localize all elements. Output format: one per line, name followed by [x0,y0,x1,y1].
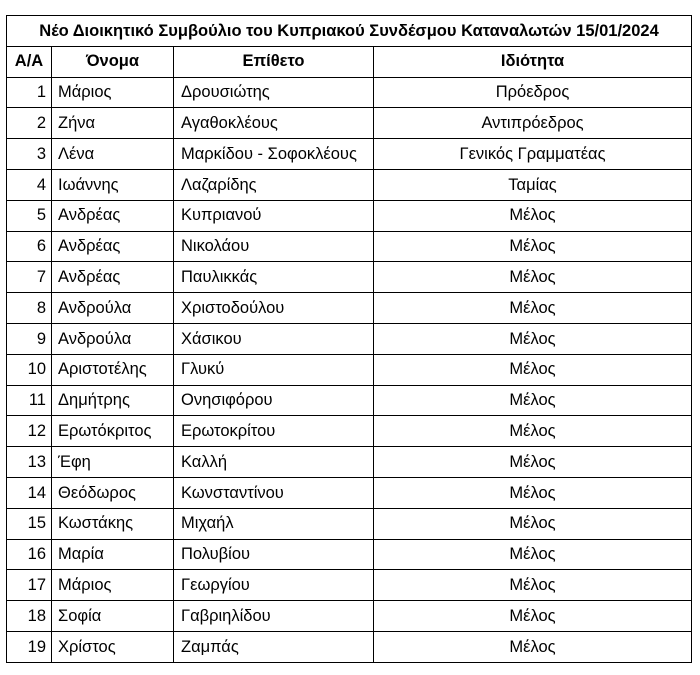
table-row [7,477,692,508]
row-first-name: Έφη [52,447,174,478]
row-number: 11 [7,385,52,416]
row-last-name: Νικολάου [174,231,374,262]
row-number: 13 [7,447,52,478]
table-row [7,293,692,324]
row-first-name: Αριστοτέλης [52,354,174,385]
row-role: Γενικός Γραμματέας [374,139,692,170]
row-number: 16 [7,539,52,570]
table-row [7,108,692,139]
table-body [7,77,692,662]
row-number: 9 [7,323,52,354]
row-first-name: Ιωάννης [52,169,174,200]
row-role: Μέλος [374,477,692,508]
row-last-name: Δρουσιώτης [174,77,374,108]
row-role: Μέλος [374,570,692,601]
row-last-name: Καλλή [174,447,374,478]
header-first-name: Όνομα [52,46,174,77]
row-last-name: Κυπριανού [174,200,374,231]
row-role: Μέλος [374,601,692,632]
row-number: 8 [7,293,52,324]
row-first-name: Σοφία [52,601,174,632]
row-role: Μέλος [374,508,692,539]
row-last-name: Ζαμπάς [174,631,374,662]
table-row [7,262,692,293]
row-last-name: Γεωργίου [174,570,374,601]
table-row [7,169,692,200]
header-row [7,46,692,77]
row-first-name: Ζήνα [52,108,174,139]
table-row [7,447,692,478]
row-last-name: Χριστοδούλου [174,293,374,324]
row-role: Μέλος [374,354,692,385]
row-first-name: Ανδρέας [52,200,174,231]
row-role: Μέλος [374,231,692,262]
board-members-table [6,15,692,663]
row-role: Μέλος [374,293,692,324]
row-number: 4 [7,169,52,200]
row-role: Μέλος [374,323,692,354]
row-number: 6 [7,231,52,262]
row-first-name: Δημήτρης [52,385,174,416]
row-first-name: Ανδρούλα [52,293,174,324]
row-role: Μέλος [374,416,692,447]
row-last-name: Χάσικου [174,323,374,354]
row-role: Μέλος [374,539,692,570]
header-number: Α/Α [7,46,52,77]
table-row [7,77,692,108]
table-row [7,416,692,447]
row-first-name: Λένα [52,139,174,170]
row-last-name: Παυλικκάς [174,262,374,293]
row-number: 5 [7,200,52,231]
row-role: Μέλος [374,385,692,416]
row-number: 3 [7,139,52,170]
row-role: Μέλος [374,631,692,662]
row-number: 14 [7,477,52,508]
row-last-name: Γλυκύ [174,354,374,385]
row-number: 18 [7,601,52,632]
row-first-name: Μάριος [52,77,174,108]
table-row [7,323,692,354]
header-role: Ιδιότητα [374,46,692,77]
row-first-name: Μάριος [52,570,174,601]
table-row [7,601,692,632]
table-row [7,231,692,262]
row-number: 15 [7,508,52,539]
table-row [7,631,692,662]
row-role: Πρόεδρος [374,77,692,108]
table-row [7,508,692,539]
row-role: Μέλος [374,447,692,478]
row-first-name: Ανδρούλα [52,323,174,354]
row-first-name: Ερωτόκριτος [52,416,174,447]
row-first-name: Μαρία [52,539,174,570]
row-role: Μέλος [374,262,692,293]
row-role: Μέλος [374,200,692,231]
row-first-name: Χρίστος [52,631,174,662]
table-row [7,200,692,231]
row-last-name: Μαρκίδου - Σοφοκλέους [174,139,374,170]
row-number: 2 [7,108,52,139]
title-row [7,16,692,47]
row-number: 19 [7,631,52,662]
row-last-name: Κωνσταντίνου [174,477,374,508]
row-last-name: Πολυβίου [174,539,374,570]
table-row [7,354,692,385]
row-last-name: Ερωτοκρίτου [174,416,374,447]
row-first-name: Ανδρέας [52,262,174,293]
table-row [7,539,692,570]
table-title: Νέο Διοικητικό Συμβούλιο του Κυπριακού Συνδέσμου Καταναλωτών 15/01/2024 [7,16,692,47]
row-number: 7 [7,262,52,293]
row-number: 1 [7,77,52,108]
row-last-name: Αγαθοκλέους [174,108,374,139]
row-role: Ταμίας [374,169,692,200]
table-row [7,570,692,601]
row-last-name: Λαζαρίδης [174,169,374,200]
row-first-name: Θεόδωρος [52,477,174,508]
row-last-name: Γαβριηλίδου [174,601,374,632]
row-first-name: Ανδρέας [52,231,174,262]
row-number: 12 [7,416,52,447]
row-last-name: Μιχαήλ [174,508,374,539]
row-number: 10 [7,354,52,385]
header-last-name: Επίθετο [174,46,374,77]
table-row [7,139,692,170]
row-last-name: Ονησιφόρου [174,385,374,416]
table-row [7,385,692,416]
row-number: 17 [7,570,52,601]
row-role: Αντιπρόεδρος [374,108,692,139]
row-first-name: Κωστάκης [52,508,174,539]
